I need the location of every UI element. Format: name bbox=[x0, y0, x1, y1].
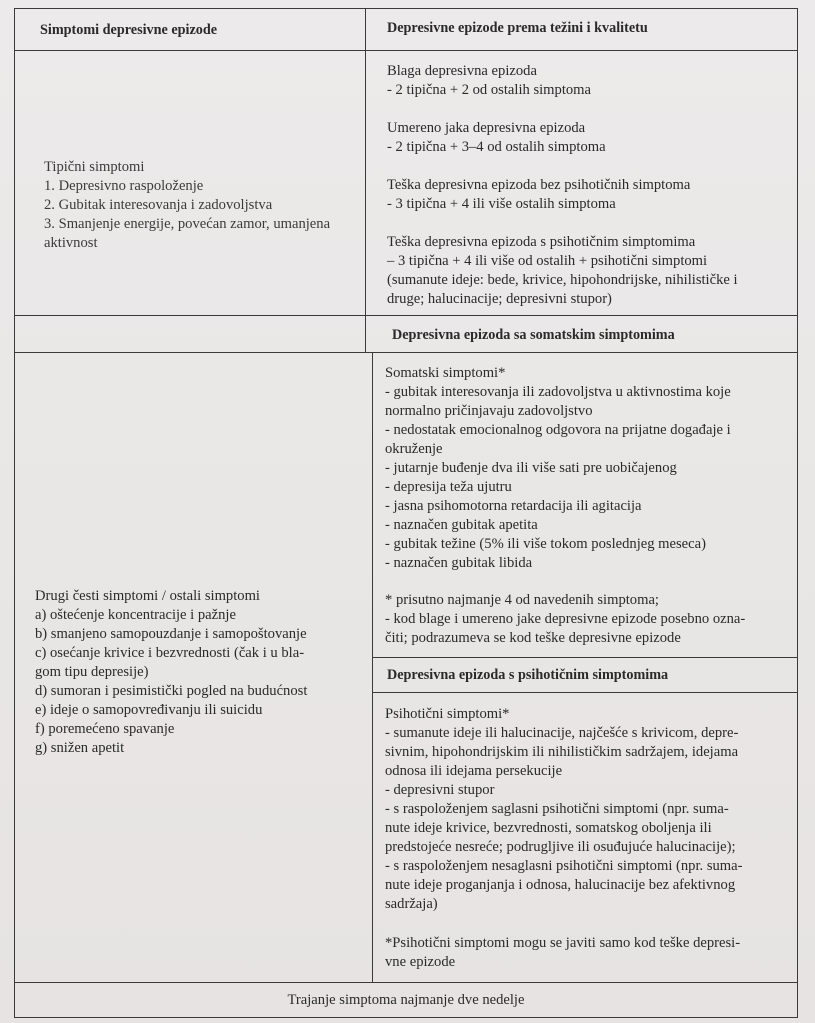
other-line: gom tipu depresije) bbox=[35, 664, 149, 680]
duration-footer: Trajanje simptoma najmanje dve nedelje bbox=[287, 992, 525, 1008]
somatic-line: - gubitak interesovanja ili zadovoljstva u aktivnostima koje bbox=[385, 384, 731, 400]
somatic-line: - naznačen gubitak apetita bbox=[385, 517, 538, 533]
somatic-line: - naznačen gubitak libida bbox=[385, 555, 533, 571]
psychotic-line: Psihotični simptomi* bbox=[385, 706, 510, 722]
psychotic-header: Depresivna epizoda s psihotičnim simptomima bbox=[387, 667, 669, 683]
other-line: c) osećanje krivice i bezvrednosti (čak i u bla- bbox=[35, 645, 305, 661]
header-row-bottom bbox=[14, 50, 798, 51]
severity-line: Umereno jaka depresivna epizoda bbox=[387, 120, 586, 136]
severity-line: Blaga depresivna epizoda bbox=[387, 63, 537, 79]
somatic-notes bbox=[385, 591, 745, 648]
psychotic-line: - depresivni stupor bbox=[385, 782, 495, 798]
other-line: b) smanjeno samopouzdanje i samopoštovanje bbox=[35, 626, 307, 642]
upper-divider bbox=[365, 8, 366, 353]
table-bottom-border bbox=[14, 1017, 798, 1018]
lower-divider bbox=[372, 352, 373, 983]
other-line: g) snižen apetit bbox=[35, 740, 125, 756]
somatic-line: - jutarnje buđenje dva ili više sati pre uobičajenog bbox=[385, 460, 677, 476]
somatic-line: normalno pričinjavaju zadovoljstvo bbox=[385, 403, 593, 419]
severity-line: druge; halucinacije; depresivni stupor) bbox=[387, 291, 612, 307]
table-right-border bbox=[797, 8, 798, 1018]
severity-line: - 2 tipična + 3–4 od ostalih simptoma bbox=[387, 139, 606, 155]
somatic-note: čiti; podrazumeva se kod teške depresivne epizode bbox=[385, 630, 681, 646]
somatic-line: Somatski simptomi* bbox=[385, 365, 506, 381]
somatic-note: - kod blage i umereno jake depresivne epizode posebno ozna- bbox=[385, 611, 746, 627]
severity-line: Teška depresivna epizoda bez psihotičnih simptoma bbox=[387, 177, 691, 193]
psychotic-line: nute ideje proganjanja i odnosa, halucinacije bez afektivnog bbox=[385, 877, 736, 893]
other-line: e) ideje o samopovređivanju ili suicidu bbox=[35, 702, 263, 718]
psychotic-line: - s raspoloženjem nesaglasni psihotični simptomi (npr. suma- bbox=[385, 858, 743, 874]
footer-top bbox=[14, 982, 798, 983]
other-line: Drugi česti simptomi / ostali simptomi bbox=[35, 588, 260, 604]
somatic-note: * prisutno najmanje 4 od navedenih simptoma; bbox=[385, 592, 659, 608]
severity-severe bbox=[387, 176, 690, 214]
somatic-line: - nedostatak emocionalnog odgovora na prijatne događaje i bbox=[385, 422, 731, 438]
typical-symptoms bbox=[44, 158, 330, 253]
severity-line: - 3 tipična + 4 ili više ostalih simptoma bbox=[387, 196, 616, 212]
psychotic-header-bottom bbox=[372, 692, 798, 693]
severity-line: – 3 tipična + 4 ili više od ostalih + psihotični simptomi bbox=[387, 253, 708, 269]
typical-line: aktivnost bbox=[44, 235, 98, 251]
somatic-line: okruženje bbox=[385, 441, 443, 457]
other-line: d) sumoran i pesimistički pogled na budućnost bbox=[35, 683, 308, 699]
somatic-line: - gubitak težine (5% ili više tokom poslednjeg meseca) bbox=[385, 536, 706, 552]
typical-line: 1. Depresivno raspoloženje bbox=[44, 178, 204, 194]
somatic-header-bottom bbox=[14, 352, 798, 353]
header-right: Depresivne epizode prema težini i kvalitetu bbox=[387, 20, 648, 36]
severity-severe-psychotic bbox=[387, 233, 738, 309]
psychotic-line: predstojeće nesreće; podrugljive ili osuđujuće halucinacije); bbox=[385, 839, 736, 855]
psychotic-note: vne epizode bbox=[385, 954, 456, 970]
typical-line: 3. Smanjenje energije, povećan zamor, umanjena bbox=[44, 216, 331, 232]
severity-mild bbox=[387, 62, 591, 100]
psychotic-line: - s raspoloženjem saglasni psihotični simptomi (npr. suma- bbox=[385, 801, 729, 817]
psychotic-notes bbox=[385, 934, 740, 972]
somatic-box-bottom bbox=[372, 657, 798, 658]
severity-line: - 2 tipična + 2 od ostalih simptoma bbox=[387, 82, 592, 98]
psychotic-symptoms bbox=[385, 705, 743, 914]
severity-moderate bbox=[387, 119, 606, 157]
other-line: a) oštećenje koncentracije i pažnje bbox=[35, 607, 236, 623]
severity-line: (sumanute ideje: bede, krivice, hipohondrijske, nihilističke i bbox=[387, 272, 738, 288]
other-symptoms bbox=[35, 587, 307, 758]
somatic-symptoms bbox=[385, 364, 731, 573]
table-top-border bbox=[14, 8, 798, 9]
psychotic-line: nute ideje krivice, bezvrednosti, somatskog oboljenja ili bbox=[385, 820, 712, 836]
typical-row-bottom bbox=[14, 315, 798, 316]
severity-line: Teška depresivna epizoda s psihotičnim simptomima bbox=[387, 234, 696, 250]
psychotic-line: odnosa ili idejama persekucije bbox=[385, 763, 563, 779]
psychotic-line: sivnim, hipohondrijskim ili nihilističkim sadržajem, idejama bbox=[385, 744, 739, 760]
psychotic-line: - sumanute ideje ili halucinacije, najčešće s krivicom, depre- bbox=[385, 725, 739, 741]
psychotic-line: sadržaja) bbox=[385, 896, 438, 912]
somatic-line: - depresija teža ujutru bbox=[385, 479, 512, 495]
typical-line: 2. Gubitak interesovanja i zadovoljstva bbox=[44, 197, 273, 213]
somatic-line: - jasna psihomotorna retardacija ili agitacija bbox=[385, 498, 642, 514]
somatic-header: Depresivna epizoda sa somatskim simptomima bbox=[392, 327, 675, 343]
header-left: Simptomi depresivne epizode bbox=[40, 22, 218, 38]
other-line: f) poremećeno spavanje bbox=[35, 721, 175, 737]
psychotic-note: *Psihotični simptomi mogu se javiti samo kod teške depresi- bbox=[385, 935, 741, 951]
table-left-border bbox=[14, 8, 15, 1018]
typical-line: Tipični simptomi bbox=[44, 159, 145, 175]
